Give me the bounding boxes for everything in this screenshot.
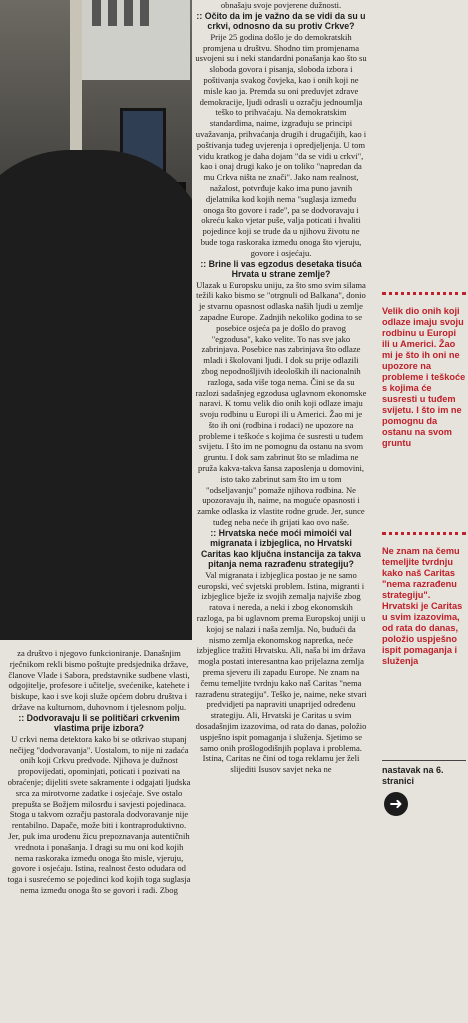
book xyxy=(140,0,149,26)
paragraph: obnašaju svoje povjerene dužnosti. xyxy=(220,0,342,10)
quote-divider xyxy=(382,292,466,301)
pull-quote-text: Ne znam na čemu temeljite tvrdnju kako naš Caritas "nema razrađenu strategiju". Hrvatski je Caritas u svim izazovima, od rata do danas, položio uspješno ispit pomaganja i služenja xyxy=(382,546,463,666)
pull-quote-1 xyxy=(382,292,466,449)
pull-quote-text: Velik dio onih koji odlaze imaju svoju rodbinu u Europi ili u Americi. Žao mi je što ih oni ne upozore na probleme i teškoće s kojima će susresti u tuđem svijetu. I što im ne pomognu da ostanu na svom gruntu xyxy=(382,306,466,448)
interview-question: :: Očito da im je važno da se vidi da su u crkvi, odnosno da su protiv Crkve? xyxy=(196,10,366,32)
divider xyxy=(382,760,466,761)
paragraph: Ulazak u Europsku uniju, za što smo svim silama težili kako bismo se "otrgnuli od Balkana", donio je stvarnu opasnost odlaska naših ljudi u zemlje zapadne Europe. Zadnjih nekoliko godina to se posebice osjeća pa je došlo do pravog "egzodusa", kako velite. To nas sve jako zabrinjava. Posebice nas zabrinjava što odlaze mladi i školovani ljudi. I dok su prije odlazili zbog nepodnošljivih ideoloških ili nacionalnih razloga, sada više toga nema. Čini se da su razlozi sadašnjeg egzodusa uglavnom ekonomske naravi. K tomu velik dio onih koji odlaze imaju svoju rodbinu u Europi ili u Americi. Žao mi je što ih oni (rodbina i rodaci) ne upozore na probleme i teškoće s kojima će susresti u tuđem svijetu. I što im ne pomognu da ostanu na svom gruntu. I dok sam zabrinut što se mladima ne pruža kakva-takva šansa zaposlenja u domovini, isto tako zabrinut sam što im u tom "odseljavanju" pomaže njihova rodbina. Ne upozoravaju ih, naime, na moguće opasnosti i zamke odlaska iz vlastite rodne grude. Jer, sunce tuđeg neba neće ih grijati kao ovo naše. xyxy=(195,279,367,528)
interview-question: :: Dodvoravaju li se političari crkvenim vlastima prije izbora? xyxy=(18,712,180,734)
paragraph: Val migranata i izbjeglica postao je ne samo europski, već svjetski problem. Istina, migranti i izbjeglice bježe iz svojih zemalja najviše zbog ratova i nereda, a neki i zbog ekonomskih razloga, pa bi uglavnom prema Europskoj uniji u kojoj se nalazi i naša zemlja. No, budući da nismo zemlja ekonomskog napretka, neće izbjeglice tražiti Hrvatsku. Ali, naša bi im država mogla postati interesantna kao prijelazna zemlja prema sjeveru ili zapadu Europe. Ne znam na čemu temeljite tvrdnju kako naš Caritas "nema razrađenu strategiju". Teško je, naime, neke stvari predvidjeti pa napraviti unaprijed određenu strategiju. Ali, Hrvatski je Caritas u svim dosadašnjim izazovima, od rata do danas, položio uspješno ispit pomaganja i služenja. Sjetimo se samo onih prošlogodišnjih poplava i problema. Istina, Caritas ne čini od toga reklamu jer želi slijediti Isusov savjet neka ne xyxy=(195,569,367,775)
person-silhouette xyxy=(0,150,192,640)
article-photo xyxy=(0,0,192,640)
continuation-text: nastavak na 6. stranici xyxy=(382,765,444,786)
interview-question: :: Brine li vas egzodus desetaka tisuća Hrvata u strane zemlje? xyxy=(200,258,362,280)
paragraph: Prije 25 godina došlo je do demokratskih promjena u društvu. Shodno tim promjenama usvojeni su i neki standardni ponašanja kao što su sloboda govora i pisanja, sloboda izbora i poštivanja svakog čovjeka, kao i onih koji ne misle kao ja. Premda su oni preduvjet zdrave demokracije, ljudi odrasli u ozračju jednoumlja teško to prihvaćaju. Na demokratskim standardima, naime, izgrađuju se principi uvažavanja, prihvaćanja drugih i drugačijih, kao i poštivanja tuđeg uvjerenja i opredjeljenja. U tom vidu kratkog je daha dojam "da se vidi u crkvi", kao i onaj drugi kako je on toliko "napredan da mu Crkva ništa ne znači". Jako nam realnost, nažalost, potvrđuje kako ima puno javnih djelatnika kod kojih nema "suglasja između onoga što govore i rade", pa se dodvoravaju i okreću kako vjetar puše, valja poticati i hvaliti pojedince koji se trude da u njihovu životu ne bude toga raskoraka između onoga što vjeruju, govore i osjećaju. xyxy=(195,31,367,258)
book xyxy=(92,0,101,26)
quote-divider xyxy=(382,532,466,541)
arrow-right-icon[interactable]: ➜ xyxy=(384,792,408,816)
paragraph: U crkvi nema detektora kako bi se otkrivao stupanj nečijeg "dodvoravanja". Uostalom, to nije ni zadaća onih koji Crkvu predvode. Njihova je dužnost propovijedati, opominjati, poticati i pozivati na obraćenje; dijeliti svete sakramente i odgajati ljudska srca za mirotvorne zadatke i osjećaje. Sve ostalo prepušta se Božjem milosrđu i savjesti pojedinaca. Stoga u takvom ozračju pastorala dodvoravanje nije rentabilno. Dapače, može biti i kontraproduktivno. Jer, puk ima urođenu žicu prepoznavanja autentičnih vrednota i ponašanja. I dragi su mu oni kod kojih nema raskoraka između onoga što misle, vjeruju, govore i osjećaju. Istina, realnost često odudara od toga i susrećemo se pojedinci kod kojih toga suglasja nema između onoga što se govori i radi. Zbog xyxy=(7,733,191,895)
continuation-note xyxy=(382,760,466,787)
interview-question: :: Hrvatska neće moći mimoići val migranata i izbjeglica, no Hrvatski Caritas kao ključna instancija za takva pitanja nema razrađenu strategiju? xyxy=(201,527,361,570)
pull-quote-2 xyxy=(382,532,466,667)
book xyxy=(124,0,133,26)
paragraph: za društvo i njegovo funkcioniranje. Današnjim rječnikom rekli bismo poštujte predsjednika države, članove Vlade i Sabora, predstavnike sudbene vlasti, odgojitelje, profesore i učitelje, svećenike, katehete i biskupe, kao i sve koji služe općem dobru društva i države na kulturnom, duhovnom i tjelesnom polju. xyxy=(8,648,190,712)
book xyxy=(108,0,117,26)
middle-column xyxy=(195,0,367,1023)
left-column xyxy=(6,648,192,1023)
